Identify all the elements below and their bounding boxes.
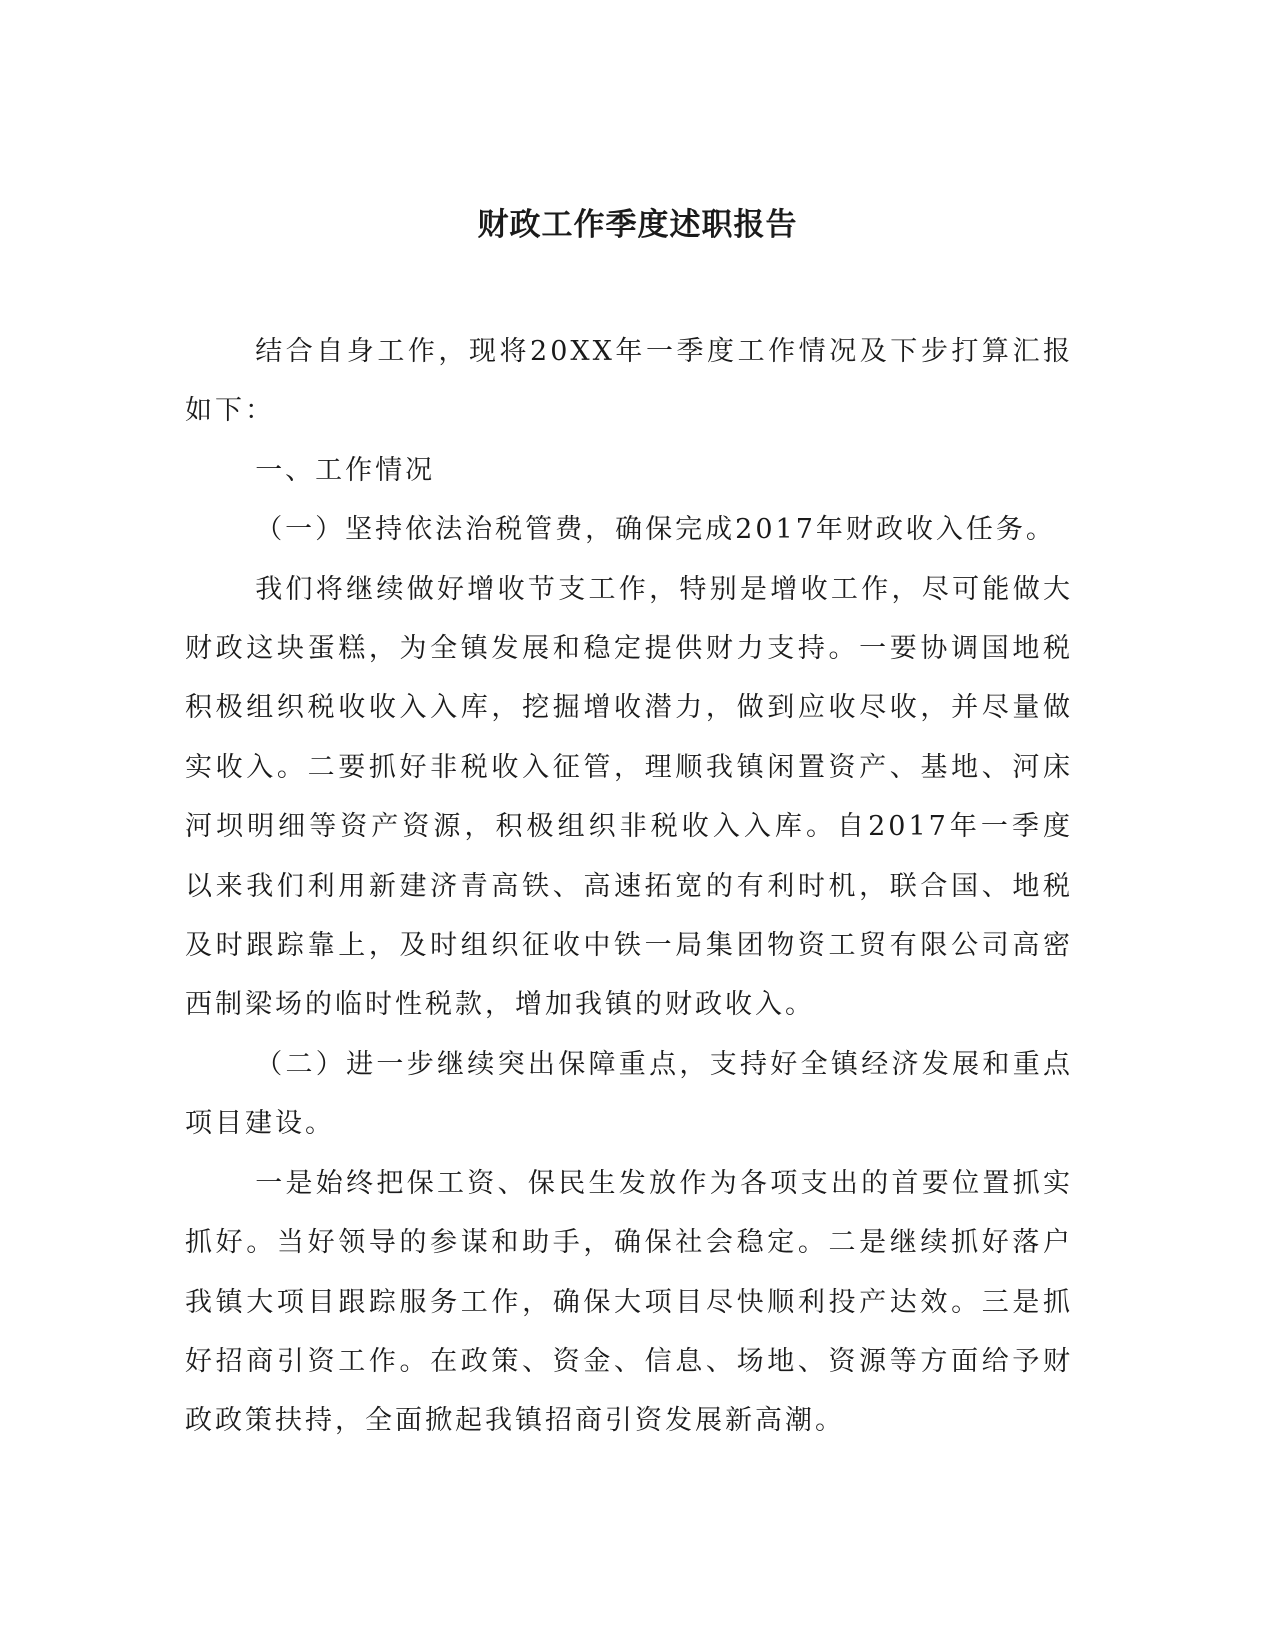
- paragraph-revenue: 我们将继续做好增收节支工作，特别是增收工作，尽可能做大财政这块蛋糕，为全镇发展和稳定提供财力支持。一要协调国地税积极组织税收收入入库，挖掘增收潜力，做到应收尽收，并尽量做实收入。二要抓好非税收入征管，理顺我镇闲置资产、基地、河床河坝明细等资产资源，积极组织非税收入入库。自2017年一季度以来我们利用新建济青高铁、高速拓宽的有利时机，联合国、地税及时跟踪靠上，及时组织征收中铁一局集团物资工贸有限公司高密西制梁场的临时性税款，增加我镇的财政收入。: [185, 573, 1073, 1021]
- paragraph-priorities: 一是始终把保工资、保民生发放作为各项支出的首要位置抓实抓好。当好领导的参谋和助手，确保社会稳定。二是继续抓好落户我镇大项目跟踪服务工作，确保大项目尽快顺利投产达效。三是抓好招商引资工作。在政策、资金、信息、场地、资源等方面给予财政政策扶持，全面掀起我镇招商引资发展新高潮。: [185, 1167, 1073, 1437]
- section-heading-work-status: 一、工作情况: [255, 454, 436, 486]
- document-body: [185, 322, 1073, 1451]
- paragraph-intro: 结合自身工作，现将20XX年一季度工作情况及下步打算汇报如下：: [185, 336, 1073, 427]
- subsection-heading-1: （一）坚持依法治税管费，确保完成2017年财政收入任务。: [255, 514, 1056, 546]
- subsection-heading-2: （二）进一步继续突出保障重点，支持好全镇经济发展和重点项目建设。: [185, 1048, 1073, 1140]
- document-title: 财政工作季度述职报告: [477, 207, 798, 243]
